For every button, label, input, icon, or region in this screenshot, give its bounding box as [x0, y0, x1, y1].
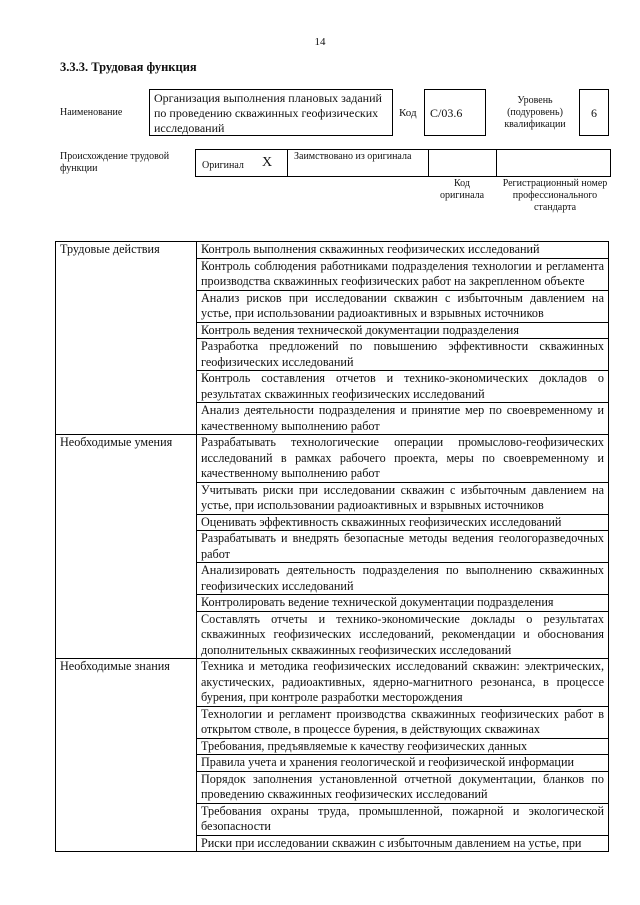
reg-number-note: Регистрационный номер профессионального стандарта	[502, 178, 608, 213]
code-original-note: Код оригинала	[439, 178, 485, 201]
item-cell: Разработка предложений по повышению эффективности скважинных геофизических исследований	[197, 339, 609, 371]
section-title: 3.3.3. Трудовая функция	[60, 60, 197, 74]
table-row	[56, 435, 609, 483]
table-row	[56, 242, 609, 259]
item-cell: Техника и методика геофизических исследований скважин: электрических, акустических, радиоактивных, ядерно-магнитного резонанса, в процессе бурения, при контроле разработки месторождения	[197, 659, 609, 707]
original-label: Оригинал	[202, 160, 244, 171]
category-cell: Необходимые знания	[56, 659, 197, 852]
table-row	[56, 659, 609, 707]
level-label: Уровень (подуровень) квалификации	[504, 95, 566, 130]
origin-table	[195, 149, 611, 177]
code-box: С/03.6	[424, 89, 486, 136]
item-cell: Контроль составления отчетов и технико-экономических докладов о результатах скважинных геофизических исследований	[197, 371, 609, 403]
code-original-cell	[429, 150, 497, 176]
item-cell: Требования охраны труда, промышленной, пожарной и экологической безопасности	[197, 803, 609, 835]
item-cell: Порядок заполнения установленной отчетной документации, бланков по проведению скважинных геофизических исследований	[197, 771, 609, 803]
item-cell: Технологии и регламент производства скважинных геофизических работ в открытом стволе, в процессе бурения, в действующих скважинах	[197, 706, 609, 738]
function-name-box: Организация выполнения плановых заданий по проведению скважинных геофизических исследований	[149, 89, 393, 136]
item-cell: Контроль ведения технической документации подразделения	[197, 322, 609, 339]
reg-number-cell	[497, 150, 612, 176]
category-cell: Необходимые умения	[56, 435, 197, 659]
labor-function-table	[55, 241, 609, 852]
level-box: 6	[579, 89, 609, 136]
item-cell: Разрабатывать технологические операции промыслово-геофизических исследований в рамках рабочего проекта, меры по своевременному и качественному выполнению работ	[197, 435, 609, 483]
original-mark: X	[262, 155, 273, 170]
item-cell: Правила учета и хранения геологической и геофизической информации	[197, 755, 609, 772]
item-cell: Разрабатывать и внедрять безопасные методы ведения геологоразведочных работ	[197, 531, 609, 563]
item-cell: Учитывать риски при исследовании скважин с избыточным давлением на устье, при использовании радиоактивных и взрывных источников	[197, 482, 609, 514]
item-cell: Оценивать эффективность скважинных геофизических исследований	[197, 514, 609, 531]
name-label: Наименование	[60, 107, 123, 118]
item-cell: Анализ деятельности подразделения и принятие мер по своевременному и качественному выполнению работ	[197, 403, 609, 435]
original-cell	[196, 150, 288, 176]
item-cell: Контроль выполнения скважинных геофизических исследований	[197, 242, 609, 259]
item-cell: Риски при исследовании скважин с избыточным давлением на устье, при	[197, 835, 609, 852]
item-cell: Анализ рисков при исследовании скважин с избыточным давлением на устье, при использовании радиоактивных и взрывных источников	[197, 290, 609, 322]
page-number: 14	[314, 36, 326, 48]
origin-label: Происхождение трудовой функции	[60, 151, 170, 174]
item-cell: Анализировать деятельность подразделения по выполнению скважинных геофизических исследований	[197, 563, 609, 595]
category-cell: Трудовые действия	[56, 242, 197, 435]
code-label: Код	[399, 107, 417, 119]
borrowed-cell	[288, 150, 429, 176]
item-cell: Требования, предъявляемые к качеству геофизических данных	[197, 738, 609, 755]
borrowed-label: Заимствовано из оригинала	[294, 151, 412, 162]
item-cell: Контролировать ведение технической документации подразделения	[197, 595, 609, 612]
item-cell: Контроль соблюдения работниками подразделения технологии и регламента производства скважинных геофизических работ на закрепленном объекте	[197, 258, 609, 290]
item-cell: Составлять отчеты и технико-экономические доклады о результатах скважинных геофизических исследований, рекомендации и обоснования дополнительных скважинных геофизических исследований	[197, 611, 609, 659]
